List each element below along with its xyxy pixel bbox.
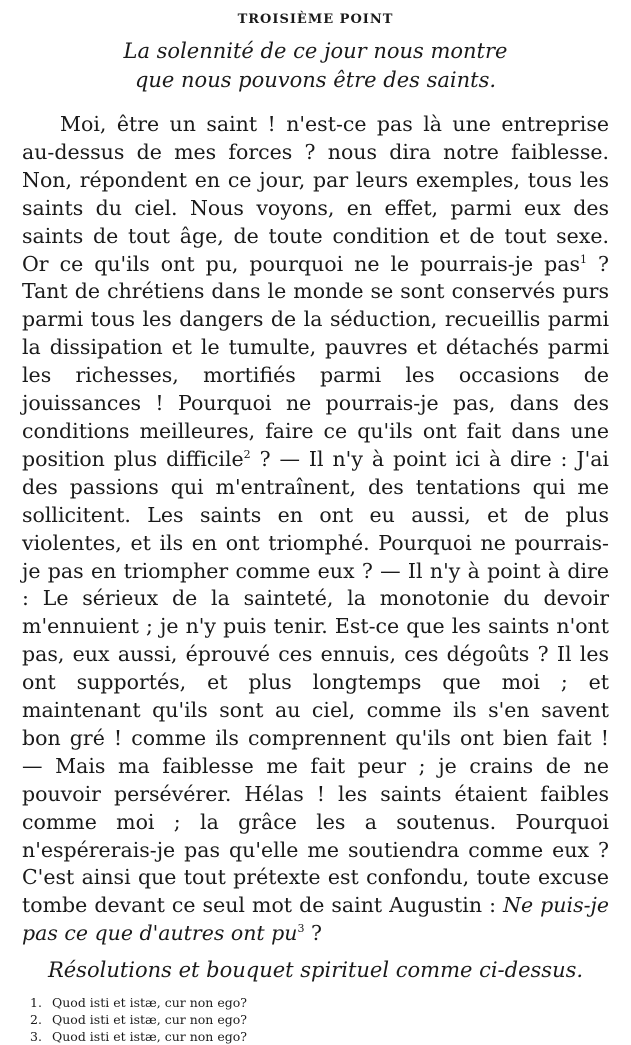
running-head: TROISIÈME POINT (237, 12, 394, 27)
paragraph-text-part-2: ? Tant de chrétiens dans le monde se sont conservés purs parmi tous les dangers de la séduction, recueillis parmi la dissipation et le tumulte, pauvres et détachés parmi les richesses, mortifiés parmi les occasions de jouissances ! Pourquoi ne pourrais-je pas, dans des conditions meilleures, faire ce qu'ils ont fait dans une position plus difficile (22, 251, 609, 471)
paragraph-text-end: ? (304, 921, 323, 946)
resolution-line: Résolutions et bouquet spirituel comme ci-dessus. (47, 958, 584, 983)
paragraph-text-part-1: Moi, être un saint ! n'est-ce pas là une entreprise au-dessus de mes forces ? nous dira notre faiblesse. Non, répondent en ce jour, par leurs exemples, tous les saints du ciel. Nous voyons, en effet, parmi eux des saints de tout âge, de toute condition et de tout sexe. Or ce qu'ils ont pu, pourquoi ne le pourrais-je pas (22, 112, 609, 276)
main-paragraph (22, 111, 609, 948)
footnote-number: 2. (30, 1012, 42, 1028)
paragraph-text-part-3: ? — Il n'y à point ici à dire : J'ai des passions qui m'entraînent, des tentations qui me sollicitent. Les saints en ont eu aussi, et de plus violentes, et ils en ont triomphé. Pourquoi ne pourrais-je pas en triompher comme eux ? — Il n'y à point à dire : Le sérieux de la sainteté, la monotonie du devoir m'ennuient ; je n'y puis tenir. Est-ce que les saints n'ont pas, eux aussi, éprouvé ces ennuis, ces dégoûts ? Il les ont supportés, et plus longtemps que moi ; et maintenant qu'ils sont au ciel, comme ils s'en savent bon gré ! comme ils comprennent qu'ils ont bien fait ! — Mais ma faiblesse me fait peur ; je crains de ne pouvoir persévérer. Hélas ! les saints étaient faibles comme moi ; la grâce les a soutenus. Pourquoi n'espérerais-je pas qu'elle me soutiendra comme eux ? C'est ainsi que tout prétexte est confondu, toute excuse tombe devant ce seul mot de saint Augustin : (22, 446, 609, 918)
footnotes (22, 994, 609, 1045)
footnote-1 (22, 994, 609, 1011)
subtitle-line-1: La solennité de ce jour nous montre (123, 39, 508, 63)
footnote-3 (22, 1028, 609, 1045)
footnote-number: 3. (30, 1029, 42, 1045)
footnote-text: Quod isti et istæ, cur non ego? (52, 995, 247, 1011)
footnote-number: 1. (30, 995, 42, 1011)
section-subtitle (22, 37, 609, 95)
augustine-quote: Ne puis-je pas ce que d'autres ont pu (22, 893, 610, 946)
footnote-2 (22, 1011, 609, 1028)
footnote-ref-1: 1 (580, 252, 587, 266)
footnote-ref-3: 3 (297, 922, 305, 936)
footnote-text: Quod isti et istæ, cur non ego? (52, 1029, 247, 1045)
footnote-text: Quod isti et istæ, cur non ego? (52, 1012, 247, 1028)
subtitle-line-2: que nous pouvons être des saints. (134, 68, 497, 92)
footnote-ref-2: 2 (243, 448, 251, 462)
